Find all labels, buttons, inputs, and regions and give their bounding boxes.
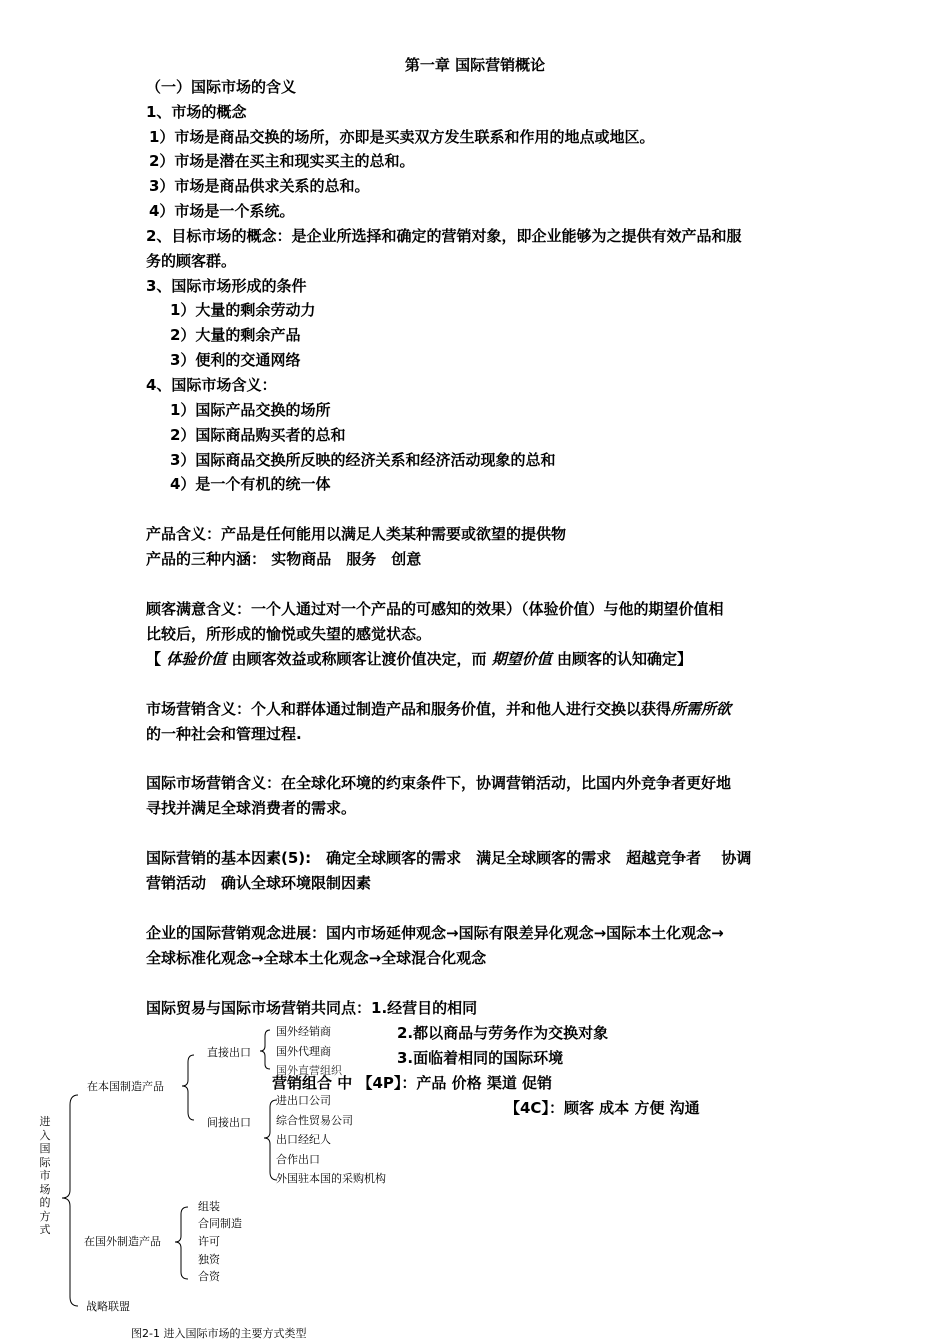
text-line: 2）大量的剩余产品 (170, 326, 301, 344)
leaf-item: 进出口公司 (276, 1094, 331, 1107)
text-line: 1）大量的剩余劳动力 (170, 301, 316, 319)
text-line: 企业的国际营销观念进展：国内市场延伸观念→国际有限差异化观念→国际本土化观念→ (146, 924, 724, 942)
leaf-item: 综合性贸易公司 (276, 1114, 353, 1127)
text-line: 比较后，所形成的愉悦或失望的感觉状态。 (146, 625, 432, 643)
text-line: 的一种社会和管理过程. (146, 725, 302, 743)
leaf-item: 出口经纪人 (276, 1133, 331, 1146)
node-direct-export: 直接出口 (207, 1046, 251, 1059)
node-domestic-manufacture: 在本国制造产品 (87, 1080, 164, 1093)
heading-market-concept: 1、市场的概念 (146, 103, 247, 121)
text-line: 寻找并满足全球消费者的需求。 (146, 799, 357, 817)
node-strategic-alliance: 战略联盟 (86, 1300, 130, 1313)
text-line: 2）国际商品购买者的总和 (170, 426, 346, 444)
text-line: 3.面临着相同的国际环境 (397, 1049, 564, 1067)
node-indirect-export: 间接出口 (207, 1116, 251, 1129)
leaf-item: 许可 (198, 1235, 220, 1248)
text-fragment: 市场营销含义：个人和群体通过制造产品和服务价值，并和他人进行交换以获得 (146, 700, 672, 718)
leaf-item: 独资 (198, 1253, 220, 1266)
text-line: 1）国际产品交换的场所 (170, 401, 331, 419)
text-line: 2.都以商品与劳务作为交换对象 (397, 1024, 609, 1042)
text-line: 4）市场是一个系统。 (149, 202, 295, 220)
heading-intl-market-meaning: 4、国际市场含义： (146, 376, 277, 394)
text-line: 国际营销的基本因素(5): 确定全球顾客的需求 满足全球顾客的需求 超越竞争者 协调 (146, 849, 752, 867)
brace-domestic (182, 1055, 194, 1120)
figure-caption: 图2-1 进入国际市场的主要方式类型 (131, 1327, 307, 1340)
text-line: 2、目标市场的概念：是企业所选择和确定的营销对象，即企业能够为之提供有效产品和服 (146, 227, 742, 245)
diagram-root-label: 进入国际市场的方式 (39, 1115, 51, 1236)
heading-market-conditions: 3、国际市场形成的条件 (146, 277, 307, 295)
leaf-item: 国外直营组织 (276, 1064, 342, 1077)
brace-root (62, 1095, 78, 1306)
text-line: 1）市场是商品交换的场所，亦即是买卖双方发生联系和作用的地点或地区。 (149, 128, 655, 146)
text-line: 营销活动 确认全球环境限制因素 (146, 874, 372, 892)
brace-direct (260, 1030, 270, 1069)
text-fragment: 由顾客效益或称顾客让渡价值决定，而 (226, 650, 492, 668)
text-line: 4）是一个有机的统一体 (170, 475, 331, 493)
leaf-item: 合资 (198, 1270, 220, 1283)
leaf-item: 国外经销商 (276, 1025, 331, 1038)
text-line: 顾客满意含义：一个人通过对一个产品的可感知的效果）（体验价值）与他的期望价值相 (146, 600, 724, 618)
brace-foreign (175, 1207, 188, 1279)
text-line: 国际贸易与国际市场营销共同点：1.经营目的相同 (146, 999, 478, 1017)
node-foreign-manufacture: 在国外制造产品 (84, 1235, 161, 1248)
text-line: 3）国际商品交换所反映的经济关系和经济活动现象的总和 (170, 451, 556, 469)
text-line: 2）市场是潜在买主和现实买主的总和。 (149, 152, 415, 170)
text-line: 全球标准化观念→全球本土化观念→全球混合化观念 (146, 949, 487, 967)
text-line: 产品含义：产品是任何能用以满足人类某种需要或欲望的提供物 (146, 525, 567, 543)
text-line-4p: 营销组合 中 【4P】：产品 价格 渠道 促销 (272, 1074, 553, 1092)
text-fragment: 【 (146, 650, 167, 668)
text-line: 产品的三种内涵： 实物商品 服务 创意 (146, 550, 422, 568)
leaf-item: 外国驻本国的采购机构 (276, 1172, 386, 1185)
leaf-item: 组装 (198, 1200, 220, 1213)
chapter-title: 第一章 国际营销概论 (404, 56, 546, 74)
leaf-item: 合同制造 (198, 1217, 242, 1230)
text-line: 3）市场是商品供求关系的总和。 (149, 177, 370, 195)
text-line: 务的顾客群。 (146, 252, 237, 270)
emphasis-wants: 所需所欲 (671, 700, 732, 718)
text-line: 国际市场营销含义：在全球化环境的约束条件下，协调营销活动，比国内外竞争者更好地 (146, 774, 732, 792)
emphasis-expected-value: 期望价值 (491, 650, 552, 668)
leaf-item: 合作出口 (276, 1153, 320, 1166)
leaf-item: 国外代理商 (276, 1045, 331, 1058)
text-fragment: 由顾客的认知确定】 (551, 650, 692, 668)
heading-intl-market: （一）国际市场的含义 (146, 78, 297, 96)
text-line: 3）便利的交通网络 (170, 351, 301, 369)
text-line-4c: 【4C】：顾客 成本 方便 沟通 (505, 1099, 700, 1117)
emphasis-experience-value: 体验价值 (166, 650, 227, 668)
